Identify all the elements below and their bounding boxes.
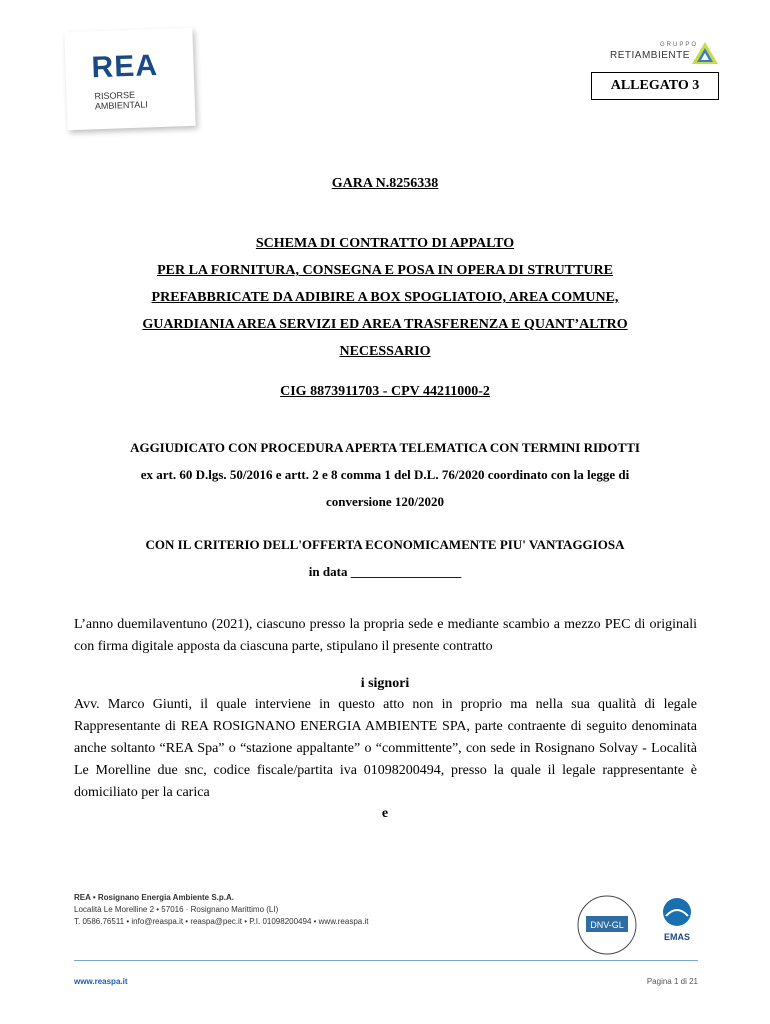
schema-line: SCHEMA DI CONTRATTO DI APPALTO	[255, 236, 515, 251]
conjunction-e: e	[381, 806, 389, 821]
in-data-line: in data _________________	[308, 564, 462, 579]
aggiudicato-line: AGGIUDICATO CON PROCEDURA APERTA TELEMATICA CON TERMINI RIDOTTI	[130, 440, 640, 455]
page-number: Pagina 1 di 21	[646, 977, 698, 986]
allegato-box: ALLEGATO 3	[591, 72, 719, 100]
dnv-certification-icon	[576, 894, 638, 956]
retiambiente-triangle-icon	[692, 42, 718, 66]
schema-line: PREFABBRICATE DA ADIBIRE A BOX SPOGLIATOIO, AREA COMUNE,	[151, 290, 619, 305]
aggiudicato-line: conversione 120/2020	[325, 494, 445, 509]
aggiudicato-block	[60, 434, 710, 515]
dnv-label: DNV-GL	[590, 920, 624, 930]
schema-line: PER LA FORNITURA, CONSEGNA E POSA IN OPERA DI STRUTTURE	[157, 263, 613, 278]
aggiudicato-line: ex art. 60 D.lgs. 50/2016 e artt. 2 e 8 comma 1 del D.L. 76/2020 coordinato con la legge di	[140, 467, 630, 482]
retiambiente-gruppo: GRUPPO	[660, 42, 699, 48]
footer-location: Località Le Morelline 2 • 57016 · Rosignano Marittimo (LI)	[74, 905, 279, 914]
signori-heading: i signori	[360, 676, 410, 691]
schema-line: NECESSARIO	[339, 344, 431, 359]
gara-number: GARA N.8256338	[331, 176, 439, 191]
footer-company: REA • Rosignano Energia Ambiente S.p.A.	[74, 893, 235, 902]
retiambiente-name: RETIAMBIENTE	[610, 50, 690, 61]
footer-contacts: T. 0586.76511 • info@reaspa.it • reaspa@pec.it • P.I. 01098200494 • www.reaspa.it	[74, 917, 369, 926]
footer-website-link[interactable]: www.reaspa.it	[74, 977, 128, 986]
emas-label: EMAS	[663, 932, 691, 942]
footer-divider	[74, 960, 698, 961]
rea-logo-sub-2: AMBIENTALI	[94, 99, 148, 112]
retiambiente-logo	[610, 42, 722, 74]
rea-logo	[64, 28, 195, 130]
rea-logo-mark: REA	[91, 49, 159, 85]
criterio-line: CON IL CRITERIO DELL'OFFERTA ECONOMICAMENTE PIU' VANTAGGIOSA	[145, 537, 625, 552]
footer-address	[74, 892, 368, 928]
cig-code: CIG 8873911703 - CPV 44211000-2	[280, 384, 490, 399]
rea-logo-subtitle	[94, 89, 148, 111]
emas-logo-icon	[656, 894, 698, 946]
rea-logo-sub-1: RISORSE	[94, 89, 136, 102]
party-paragraph: Avv. Marco Giunti, il quale interviene in questo atto non in proprio ma nella sua qualità di legale Rappresentante di REA ROSIGNANO ENERGIA AMBIENTE SPA, parte contraente di seguito denominata anche soltanto “REA Spa” o “stazione appaltante” o “committente”, con sede in Rosignano Solvay - Località Le Morelline due snc, codice fiscale/partita iva 01098200494, presso la quale il legale rappresentante è domiciliato per la carica	[74, 697, 697, 800]
schema-title	[60, 230, 710, 365]
schema-line: GUARDIANIA AREA SERVIZI ED AREA TRASFERENZA E QUANT’ALTRO	[142, 317, 628, 332]
intro-paragraph: L’anno duemilaventuno (2021), ciascuno presso la propria sede e mediante scambio a mezzo PEC di originali con firma digitale apposta da ciascuna parte, stipulano il presente contratto	[74, 617, 697, 654]
